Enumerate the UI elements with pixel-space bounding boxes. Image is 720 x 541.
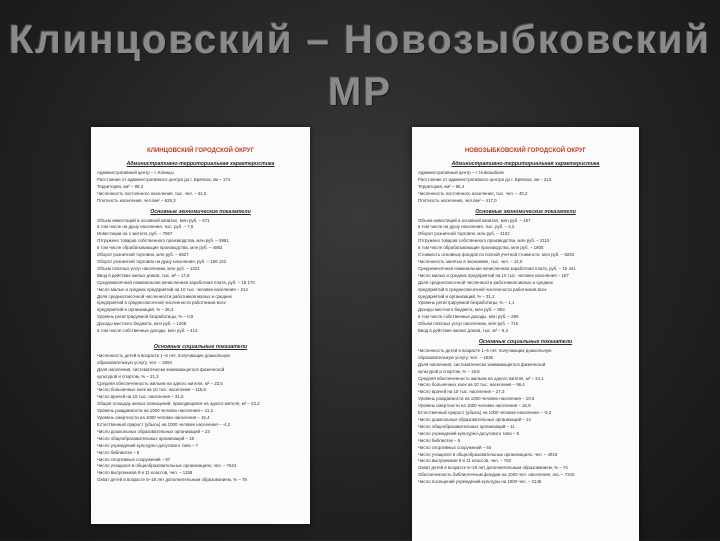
section-title: Основные экономические показатели: [150, 208, 251, 215]
slide-title-line-2: МР: [328, 70, 392, 114]
document-line: Уровень рождаемости на 1000 человек населения – 10,6: [418, 396, 535, 402]
document-line: Численность детей в возрасте 1–6 лет, получающих дошкольную: [418, 347, 552, 353]
document-line: Обеспеченность библиотечным фондом на 1000 чел. населения, экз. – 7342: [418, 472, 575, 478]
section-title: Административно-территориальная характеристика: [451, 161, 600, 167]
document-header: КЛИНЦОВСКИЙ ГОРОДСКОЙ ОКРУГ: [147, 148, 254, 154]
document-line: Доля населения, систематически занимающегося физической: [97, 366, 225, 372]
document-line: Охват детей в возрасте 5–18 лет дополнительным образованием, % – 78: [97, 477, 247, 483]
document-line: Численность занятых в экономике, тыс. чел. – 14,6: [418, 258, 523, 264]
section-title: Основные социальные показатели: [478, 338, 573, 345]
document-line: Число посещений учреждений культуры на 1000 чел. – 2145: [418, 479, 542, 485]
document-line: Численность постоянного населения, тыс. чел. – 40,2: [418, 190, 528, 196]
document-line: Доля населения, систематически занимающегося физической: [418, 361, 546, 367]
document-line: Стоимость основных фондов по полной учетной стоимости, млн руб. – 9263: [418, 252, 575, 258]
document-line: Уровень смертности на 1000 человек населения – 15,4: [97, 415, 210, 421]
document-line: образовательную услугу, чел. – 1836: [418, 354, 493, 360]
document-line: в том числе собственные доходы, млн руб. – 296: [418, 314, 519, 320]
document-line: Уровень смертности на 1000 человек населения – 16,9: [418, 403, 531, 409]
document-line: Средняя обеспеченность жильем на одного жителя, м² – 24,1: [418, 375, 544, 381]
section-body: [412, 348, 639, 486]
document-line: Плотность населения, чел./км² – 625,3: [97, 197, 176, 203]
document-line: Оборот розничной торговли, млн руб. – 6527: [97, 252, 189, 258]
document-line: Территория, км² – 96,4: [418, 183, 465, 189]
document-line: Объем платных услуг населению, млн руб. – 1321: [97, 265, 200, 271]
document-line: Расстояние от административного центра до г. Брянска, км – 174: [97, 176, 231, 182]
document-line: предприятий в среднесписочной численности работников всех: [418, 286, 547, 292]
document-line: Расстояние от административного центра до г. Брянска, км – 213: [418, 176, 552, 182]
document-line: в том числе обрабатывающие производства, млн руб. – 4892: [97, 245, 223, 251]
document-line: Число учащихся в общеобразовательных организациях, чел. – 7624: [97, 463, 237, 469]
document-line: в том числе собственные доходы, млн руб. – 414: [97, 328, 198, 334]
document-line: Общая площадь жилых помещений, приходящаяся на одного жителя, м² – 23,2: [97, 401, 260, 407]
document-line: Число учреждений культурно-досугового типа – 5: [418, 430, 520, 436]
document-line: Число спортивных сооружений – 64: [418, 444, 492, 450]
document-line: культурой и спортом, % – 21,3: [97, 373, 159, 379]
document-line: Число общеобразовательных организаций – 16: [97, 435, 195, 441]
document-line: Число спортивных сооружений – 97: [97, 456, 171, 462]
document-line: Объем инвестиций в основной капитал, млн руб. – 167: [418, 217, 531, 223]
document-line: Число малых и средних предприятий на 10 тыс. человек населения – 187: [418, 272, 569, 278]
document-line: Ввод в действие жилых домов, тыс. м² – 17,8: [97, 272, 190, 278]
document-line: Доля среднесписочной численности работников малых и средних: [97, 293, 232, 299]
document-line: Оборот розничной торговли, млн руб. – 4102: [418, 231, 510, 237]
document-line: Численность постоянного населения, тыс. чел. – 61,5: [97, 190, 207, 196]
document-line: Плотность населения, чел./км² – 417,0: [418, 197, 497, 203]
document-line: Число врачей на 10 тыс. населения – 27,3: [418, 389, 505, 395]
document-line: Число выпускников 9 и 11 классов, чел. – 1158: [97, 470, 193, 476]
document-line: культурой и спортом, % – 19,8: [418, 368, 480, 374]
document-line: Ввод в действие жилых домов, тыс. м² – 9,4: [418, 328, 509, 334]
section-body: [91, 170, 310, 205]
section-body: [91, 218, 310, 335]
document-line: Число библиотек – 6: [418, 437, 461, 443]
document-line: в том числе обрабатывающие производства, млн руб. – 1805: [418, 245, 544, 251]
document-line: Территория, км² – 98,3: [97, 183, 144, 189]
document-line: Число больничных коек на 10 тыс. населения – 115,8: [97, 387, 206, 393]
document-line: Доля среднесписочной численности работников малых и средних: [418, 279, 553, 285]
document-line: Отгружено товаров собственного производства, млн руб. – 2115: [418, 238, 550, 244]
document-line: предприятий и организаций, % – 36,4: [97, 307, 174, 313]
document-line: Уровень регистрируемой безработицы, % – 1,1: [418, 300, 515, 306]
slide-title-line-1: Клинцовский – Новозыбковский: [8, 18, 712, 62]
document-line: Число общеобразовательных организаций – 11: [418, 423, 515, 429]
document-line: предприятий в среднесписочной численности работников всех: [97, 300, 226, 306]
document-line: Инвестиции на 1 жителя, руб. – 7657: [97, 231, 173, 237]
document-line: Объем платных услуг населению, млн руб. – 715: [418, 321, 519, 327]
section-title: Административно-территориальная характеристика: [126, 161, 275, 167]
document-line: Оборот розничной торговли на душу населения, руб. – 106 122: [97, 258, 227, 264]
document-line: Число дошкольных образовательных организаций – 14: [418, 417, 531, 422]
section-body: [412, 170, 639, 205]
slide-title: [0, 14, 720, 118]
document-line: Численность детей в возрасте 1–6 лет, получающих дошкольную: [97, 352, 231, 358]
document-page-klintsy: [91, 127, 310, 524]
document-line: Уровень рождаемости на 1000 человек населения – 11,2: [97, 408, 213, 414]
document-line: Охват детей в возрасте 5–18 лет дополнительным образованием, % – 74: [418, 465, 568, 471]
document-line: Административный центр – г. Новозыбков: [418, 170, 504, 175]
document-line: Среднемесячная номинальная начисленная заработная плата, руб. – 16 441: [418, 265, 576, 271]
document-page-novozybkov: [412, 127, 639, 541]
document-line: предприятий и организаций, % – 31,2: [418, 293, 495, 299]
section-body: [91, 353, 310, 484]
document-line: Естественный прирост (убыль) на 1000 человек населения – -4,2: [97, 422, 231, 427]
document-header: НОВОЗЫБКОВСКИЙ ГОРОДСКОЙ ОКРУГ: [464, 148, 587, 154]
document-line: Число учреждений культурно-досугового типа – 7: [97, 442, 199, 448]
section-body: [412, 218, 639, 335]
document-line: Уровень регистрируемой безработицы, % – 0,8: [97, 314, 194, 320]
document-line: Отгружено товаров собственного производства, млн руб. – 5981: [97, 238, 229, 244]
document-line: Число учащихся в общеобразовательных организациях, чел. – 4918: [418, 451, 558, 457]
document-line: Число больничных коек на 10 тыс. населения – 98,4: [418, 382, 525, 388]
document-line: в том числе на душу населения, тыс. руб. – 4,2: [418, 224, 515, 230]
document-line: Число выпускников 9 и 11 классов, чел. – 763: [418, 458, 512, 464]
document-line: в том числе на душу населения, тыс. руб. – 7,6: [97, 224, 194, 230]
document-line: Доходы местного бюджета, млн руб. – 1208: [97, 321, 187, 327]
document-line: Число библиотек – 8: [97, 449, 140, 455]
document-line: Объем инвестиций в основной капитал, млн руб. – 471: [97, 217, 210, 223]
document-line: Число дошкольных образовательных организаций – 23: [97, 428, 210, 434]
section-title: Основные экономические показатели: [475, 208, 576, 215]
document-line: Число врачей на 10 тыс. населения – 31,6: [97, 394, 184, 400]
document-line: Административный центр – г. Клинцы: [97, 170, 174, 175]
document-line: образовательную услугу, чел. – 2684: [97, 359, 172, 365]
document-line: Естественный прирост (убыль) на 1000 человек населения – -6,3: [418, 410, 552, 416]
document-line: Среднемесячная номинальная начисленная заработная плата, руб. – 18 170: [97, 279, 255, 285]
document-line: Средняя обеспеченность жильем на одного жителя, м² – 23,5: [97, 380, 223, 386]
document-line: Число малых и средних предприятий на 10 тыс. человек населения – 214: [97, 286, 248, 292]
section-title: Основные социальные показатели: [153, 343, 248, 350]
document-line: Доходы местного бюджета, млн руб. – 853: [418, 307, 505, 313]
